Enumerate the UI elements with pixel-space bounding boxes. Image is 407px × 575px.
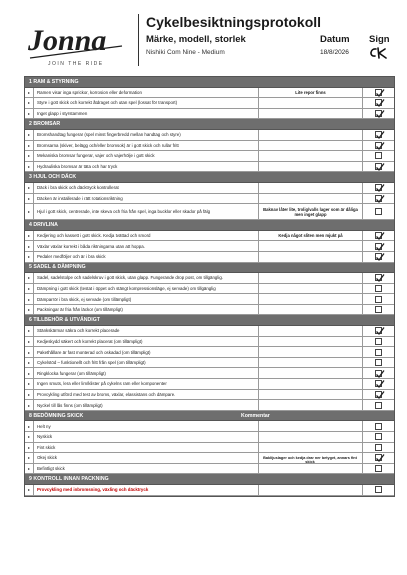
arrow-right-icon: ▸ — [25, 379, 34, 389]
date-value: 18/8/2026 — [320, 49, 349, 56]
arrow-right-icon: ▸ — [25, 305, 34, 315]
checklist-row — [25, 204, 394, 220]
checkbox-cell — [363, 443, 394, 453]
item-description: Däcken är installerade i rätt rotationsriktning — [34, 194, 259, 204]
checkbox-icon[interactable] — [375, 444, 382, 451]
checkbox-cell — [363, 294, 394, 304]
item-comment — [259, 151, 363, 161]
checkbox-icon[interactable] — [375, 423, 382, 430]
checkbox-icon[interactable] — [375, 402, 382, 409]
checklist-row — [25, 347, 394, 358]
arrow-right-icon: ▸ — [25, 231, 34, 241]
checkbox-icon[interactable] — [375, 296, 382, 303]
arrow-right-icon: ▸ — [25, 347, 34, 357]
checklist-row — [25, 109, 394, 120]
checkbox-cell — [363, 432, 394, 442]
checkmark-icon — [375, 183, 385, 193]
item-description: Ringklocka fungerar (om tillämpligt) — [34, 368, 259, 378]
checkbox-icon[interactable] — [375, 465, 382, 472]
arrow-right-icon: ▸ — [25, 204, 34, 219]
checklist-row — [25, 88, 394, 99]
checkbox-icon[interactable] — [375, 142, 382, 149]
item-description: Cykelstöd – funktionellt och fritt från spel (om tillämpligt) — [34, 358, 259, 368]
item-description: Bromshandtag fungerar (spel minst fingerbredd mellan handtag och styre) — [34, 130, 259, 140]
checkbox-cell — [363, 400, 394, 410]
item-description: Ingen smuts, lera eller lim/klister på cykelns ram eller komponenter — [34, 379, 259, 389]
item-comment — [259, 252, 363, 262]
item-description: Växlar växlar korrekt i båda riktningarna utan att hoppa. — [34, 241, 259, 251]
checkbox-cell — [363, 88, 394, 98]
bike-model: Nishiki Com Nine - Medium — [146, 49, 225, 56]
logo-tagline: JOIN THE RIDE — [48, 61, 104, 67]
arrow-right-icon: ▸ — [25, 183, 34, 193]
checklist-table — [24, 76, 395, 497]
checklist-row — [25, 305, 394, 316]
rating-row — [25, 464, 394, 475]
checkbox-icon[interactable] — [375, 391, 382, 398]
checkbox-icon[interactable] — [375, 232, 382, 239]
arrow-right-icon: ▸ — [25, 151, 34, 161]
item-comment — [259, 194, 363, 204]
rating-comment: Baklijuslager och kedja drar ner betyget, annars fint skick — [263, 456, 357, 465]
item-description: Nyskick — [34, 432, 259, 442]
checklist-row — [25, 252, 394, 263]
checklist-row — [25, 284, 394, 295]
arrow-right-icon: ▸ — [25, 358, 34, 368]
item-comment — [259, 294, 363, 304]
checkbox-cell — [363, 141, 394, 151]
checkmark-icon — [375, 369, 385, 379]
checkbox-cell — [363, 273, 394, 283]
checkbox-icon[interactable] — [375, 380, 382, 387]
checkbox-cell — [363, 284, 394, 294]
section-title: 8 BEDÖMNING SKICK — [29, 412, 84, 419]
checkbox-icon[interactable] — [375, 152, 382, 159]
item-description: Pedaler medföljer och är i bra skick — [34, 252, 259, 262]
item-comment — [259, 98, 363, 108]
item-description: Däck i bra skick och däcktryck kontrollerat — [34, 183, 259, 193]
item-description: Provcykling utförd med test av broms, växlar, elassistans och dämpare. — [34, 390, 259, 400]
sign-label: Sign — [369, 34, 390, 45]
checkmark-icon — [375, 162, 385, 172]
checkmark-icon — [375, 252, 385, 262]
checkmark-icon — [375, 130, 385, 140]
arrow-right-icon: ▸ — [25, 88, 34, 98]
bike-details-heading: Märke, modell, storlek — [146, 34, 246, 45]
item-description: Okej skick — [34, 453, 259, 463]
arrow-right-icon: ▸ — [25, 141, 34, 151]
checkbox-icon[interactable] — [375, 163, 382, 170]
checklist-row — [25, 162, 394, 173]
item-comment — [259, 109, 363, 119]
item-comment: Lite repor finns — [259, 88, 363, 98]
item-description: Bromsarna (skiver, belägg och/eller bromsok) är i gott skick och rullar fritt — [34, 141, 259, 151]
item-description: Packningar är fria från läckor (om tillämpligt) — [34, 305, 259, 315]
item-comment — [259, 400, 363, 410]
item-comment — [259, 273, 363, 283]
section-title: 4 DRIVLINA — [29, 221, 58, 228]
checkbox-cell — [363, 305, 394, 315]
checkmark-icon — [375, 453, 385, 463]
item-comment — [259, 368, 363, 378]
checkbox-cell — [363, 194, 394, 204]
item-description: Befintligt skick — [34, 464, 259, 474]
checkbox-cell — [363, 347, 394, 357]
checklist-row — [25, 194, 394, 205]
checklist-row — [25, 98, 394, 109]
item-description: Hjul i gott skick, centrerade, inte skeva och fria från spel, inga bucklor eller skador på fälg — [34, 204, 259, 219]
checklist-row — [25, 151, 394, 162]
arrow-right-icon: ▸ — [25, 194, 34, 204]
checkbox-cell — [363, 421, 394, 431]
checkbox-icon[interactable] — [375, 370, 382, 377]
section-header — [25, 474, 394, 485]
checkmark-icon — [375, 379, 385, 389]
item-description: Dämparrör i bra skick, ej servade (om tillämpligt) — [34, 294, 259, 304]
item-description: Helt ny — [34, 421, 259, 431]
checkbox-icon[interactable] — [375, 243, 382, 250]
checkmark-icon — [375, 273, 385, 283]
item-comment — [259, 390, 363, 400]
item-comment: Kedja något sliten men mjukt på — [259, 231, 363, 241]
section-title: 5 SADEL & DÄMPNING — [29, 264, 86, 271]
rating-row — [25, 432, 394, 443]
checkbox-cell — [363, 183, 394, 193]
checkbox-cell — [363, 337, 394, 347]
item-description: Pakethållare är fast monterad och oskadad (om tillämpligt) — [34, 347, 259, 357]
checkmark-icon — [375, 390, 385, 400]
item-comment — [259, 464, 363, 474]
checklist-row — [25, 379, 394, 390]
item-description: Nyckel till lås finns (om tillämpligt) — [34, 400, 259, 410]
section-title: 6 TILLBEHÖR & UTVÄNDIGT — [29, 317, 100, 324]
checklist-row — [25, 400, 394, 411]
section-header — [25, 77, 394, 88]
item-comment — [259, 337, 363, 347]
checkmark-icon — [375, 98, 385, 108]
arrow-right-icon: ▸ — [25, 390, 34, 400]
checkbox-icon[interactable] — [375, 285, 382, 292]
item-comment — [259, 379, 363, 389]
checkbox-icon[interactable] — [375, 99, 382, 106]
checkbox-cell — [363, 204, 394, 219]
checkmark-icon — [375, 242, 385, 252]
item-comment — [259, 443, 363, 453]
item-comment — [259, 141, 363, 151]
arrow-right-icon: ▸ — [25, 421, 34, 431]
checkbox-icon[interactable] — [375, 89, 382, 96]
checklist-row — [25, 358, 394, 369]
checkbox-cell — [363, 464, 394, 474]
checkbox-icon[interactable] — [375, 253, 382, 260]
item-comment — [259, 162, 363, 172]
checkbox-cell — [363, 390, 394, 400]
checklist-row — [25, 390, 394, 401]
section-header — [25, 315, 394, 326]
checkmark-icon — [375, 141, 385, 151]
checklist-row — [25, 231, 394, 242]
arrow-right-icon: ▸ — [25, 130, 34, 140]
item-comment — [259, 326, 363, 336]
item-comment — [259, 358, 363, 368]
checklist-row — [25, 294, 394, 305]
checklist-row — [25, 326, 394, 337]
checklist-row — [25, 141, 394, 152]
arrow-right-icon: ▸ — [25, 432, 34, 442]
checklist-row — [25, 273, 394, 284]
arrow-right-icon: ▸ — [25, 294, 34, 304]
section-header — [25, 411, 394, 422]
arrow-right-icon: ▸ — [25, 485, 34, 495]
checkbox-icon[interactable] — [375, 327, 382, 334]
item-description: Mekaniska bromsar fungerar, vajer och vajerhölje i gott skick — [34, 151, 259, 161]
arrow-right-icon: ▸ — [25, 284, 34, 294]
checkbox-cell — [363, 231, 394, 241]
checklist-row — [25, 183, 394, 194]
item-description: Dämpning i gott skick (testat i öppet och stängt kompressionsläge, ej servade) om tillgänglig — [34, 284, 259, 294]
item-comment — [259, 284, 363, 294]
item-comment — [259, 432, 363, 442]
document-title: Cykelbesiktningsprotokoll — [146, 14, 322, 30]
arrow-right-icon: ▸ — [25, 400, 34, 410]
checkbox-cell — [363, 241, 394, 251]
checkbox-cell — [363, 130, 394, 140]
section-title: 1 RAM & STYRNING — [29, 78, 79, 85]
arrow-right-icon: ▸ — [25, 453, 34, 463]
item-comment — [259, 305, 363, 315]
arrow-right-icon: ▸ — [25, 252, 34, 262]
arrow-right-icon: ▸ — [25, 273, 34, 283]
arrow-right-icon: ▸ — [25, 368, 34, 378]
section-title: 2 BROMSAR — [29, 121, 61, 128]
checkbox-icon[interactable] — [375, 195, 382, 202]
checkbox-cell — [363, 109, 394, 119]
checkbox-cell — [363, 162, 394, 172]
checkbox-cell — [363, 485, 394, 495]
arrow-right-icon: ▸ — [25, 98, 34, 108]
item-description: Kedjeskydd säkert och korrekt placerat (om tillämpligt) — [34, 337, 259, 347]
checkbox-cell — [363, 453, 394, 463]
item-description: Hydrauliska bromsar är täta och har tryck — [34, 162, 259, 172]
checkmark-icon — [375, 231, 385, 241]
arrow-right-icon: ▸ — [25, 326, 34, 336]
checklist-row — [25, 241, 394, 252]
logo — [26, 22, 126, 68]
checkbox-cell — [363, 379, 394, 389]
arrow-right-icon: ▸ — [25, 241, 34, 251]
item-comment — [259, 485, 363, 495]
section-header — [25, 220, 394, 231]
arrow-right-icon: ▸ — [25, 162, 34, 172]
checkbox-icon[interactable] — [375, 433, 382, 440]
arrow-right-icon: ▸ — [25, 443, 34, 453]
checkbox-icon[interactable] — [375, 306, 382, 313]
rating-row — [25, 421, 394, 432]
checkbox-cell — [363, 358, 394, 368]
arrow-right-icon: ▸ — [25, 337, 34, 347]
signature — [368, 46, 390, 59]
item-comment — [259, 421, 363, 431]
rating-row — [25, 443, 394, 454]
arrow-right-icon: ▸ — [25, 464, 34, 474]
checkbox-icon[interactable] — [375, 486, 382, 493]
date-label: Datum — [320, 34, 350, 45]
header-divider — [138, 14, 139, 66]
item-description: Ramen visar inga sprickor, korrosion eller deformation — [34, 88, 259, 98]
checkmark-icon — [375, 88, 385, 98]
item-description: Provcykling med inbromsning, växling och däcktryck — [34, 485, 259, 495]
checkmark-icon — [375, 326, 385, 336]
checkbox-icon[interactable] — [375, 208, 382, 215]
item-description: Stänkskärmar säkra och korrekt placerade — [34, 326, 259, 336]
checklist-row — [25, 337, 394, 348]
section-title: 9 KONTROLL INNAN PACKNING — [29, 476, 109, 483]
item-comment — [259, 241, 363, 251]
checkbox-icon[interactable] — [375, 359, 382, 366]
item-comment — [259, 130, 363, 140]
item-description: Kedjering och kassett i gott skick. Kedja tvättad och smord — [34, 231, 259, 241]
item-description: Fint skick — [34, 443, 259, 453]
checkbox-cell — [363, 252, 394, 262]
checklist-row — [25, 130, 394, 141]
item-comment — [259, 347, 363, 357]
checkbox-icon[interactable] — [375, 338, 382, 345]
checklist-row — [25, 368, 394, 379]
checkbox-cell — [363, 326, 394, 336]
item-description: Sadel, sadelstolpe och sadelskruv i gott skick, utan glapp. Fungerande drop post, om tillgänglig. — [34, 273, 259, 283]
item-description: Styre i gott skick och korrekt åtdraget och utan spel (lossat för transport) — [34, 98, 259, 108]
checkbox-icon[interactable] — [375, 349, 382, 356]
logo-text: Jonna — [28, 24, 107, 57]
item-description: Inget glapp i styrstammen — [34, 109, 259, 119]
checkbox-icon[interactable] — [375, 274, 382, 281]
item-comment: Baknav låter lite, trolig/val/s lager som är dåliga men inget glapp — [259, 204, 363, 219]
checkbox-icon[interactable] — [375, 184, 382, 191]
section-title: 3 HJUL OCH DÄCK — [29, 174, 77, 181]
checkbox-icon[interactable] — [375, 454, 382, 461]
section-header — [25, 119, 394, 130]
section-header — [25, 263, 394, 274]
checkmark-icon — [375, 109, 385, 119]
arrow-right-icon: ▸ — [25, 109, 34, 119]
checkbox-icon[interactable] — [375, 131, 382, 138]
checklist-row — [25, 485, 394, 496]
section-header — [25, 172, 394, 183]
item-comment — [259, 183, 363, 193]
checkbox-cell — [363, 368, 394, 378]
checkbox-cell — [363, 151, 394, 161]
checkbox-cell — [363, 98, 394, 108]
checkmark-icon — [375, 194, 385, 204]
comment-column-header: Kommentar — [241, 412, 270, 419]
checkbox-icon[interactable] — [375, 110, 382, 117]
